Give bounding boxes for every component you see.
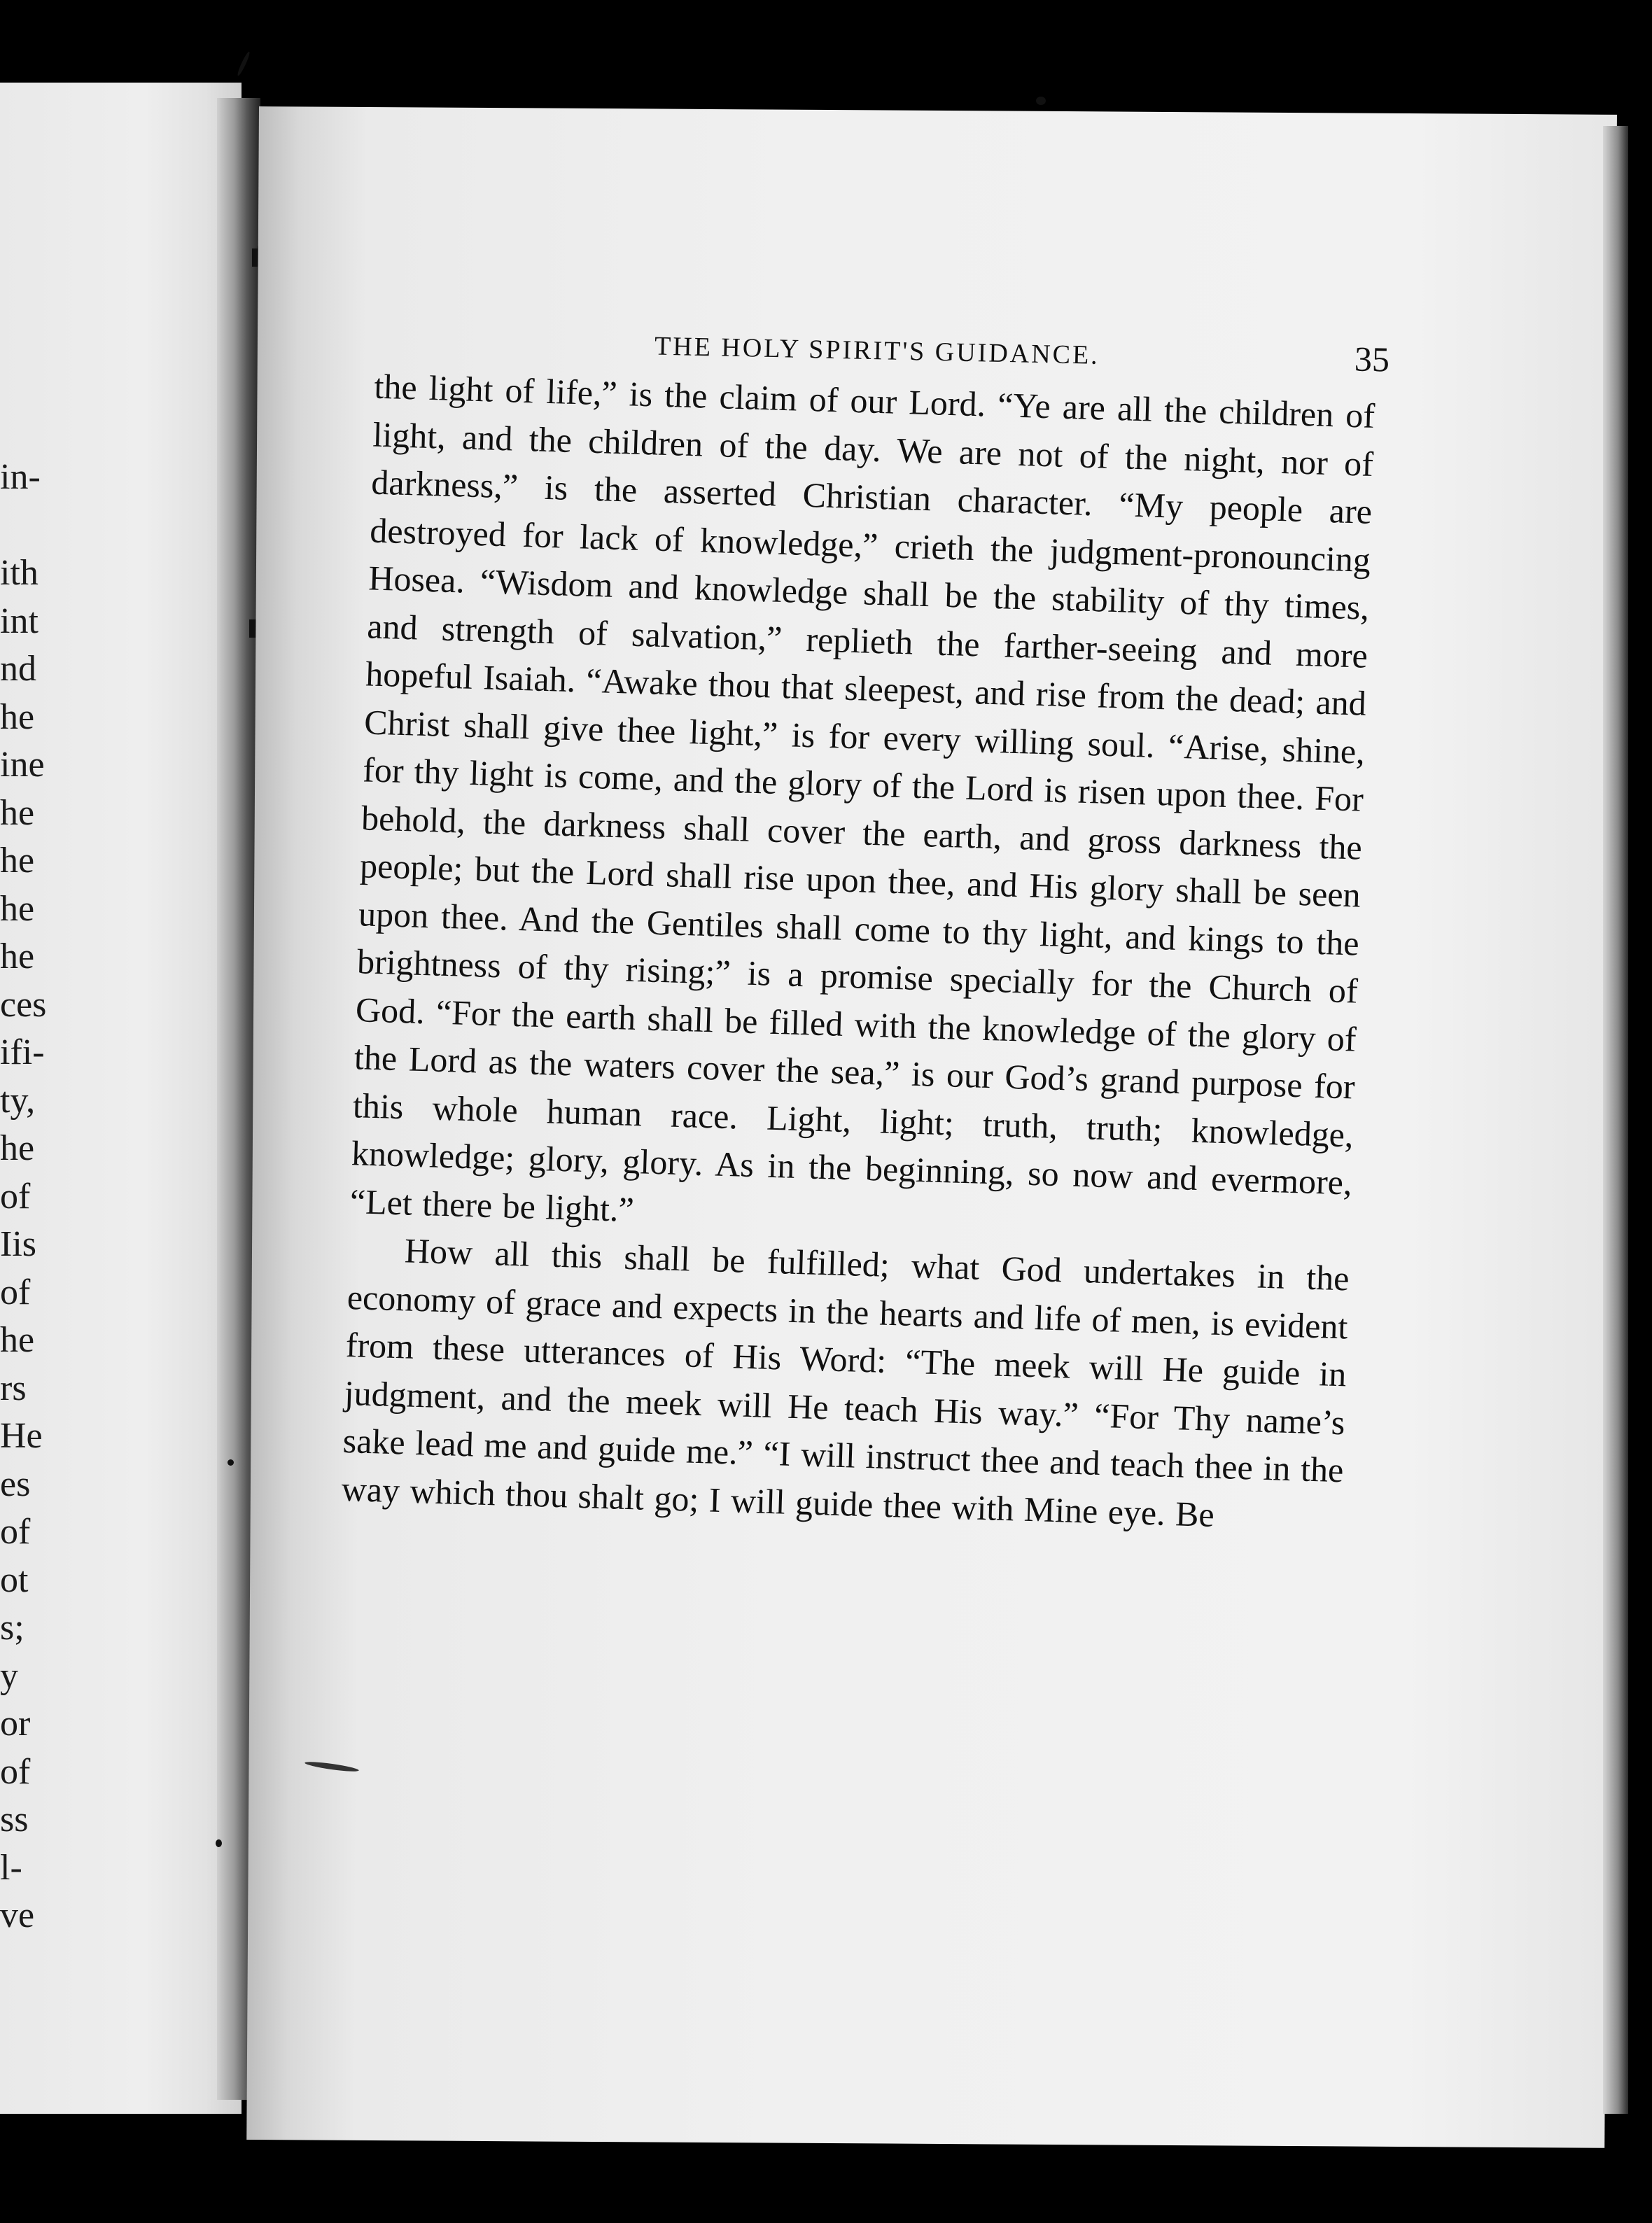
left-line-fragment: in-: [0, 457, 41, 497]
left-line-fragment: he: [0, 1320, 35, 1360]
left-line-fragment: int: [0, 601, 38, 641]
left-line-fragment: y: [0, 1655, 18, 1696]
left-line-fragment: Iis: [0, 1224, 36, 1264]
left-line-fragment: he: [0, 937, 35, 976]
left-line-fragment: he: [0, 841, 35, 881]
left-line-fragment: he: [0, 888, 35, 929]
paragraph: How all this shall be fulfilled; what God undertakes in the economy of grace and expects in the hearts and life of men, is evident from these utterances of His Word: “The meek will He guide in judgment, and the meek will He teach His way.” “For Thy name’s sake lead me and guide me.” “I will instruct thee and teach thee in the way which thou shalt go; I will guide thee with Mine eye. Be: [341, 1230, 1350, 1534]
left-line-fragment: he: [0, 792, 35, 833]
left-line-fragment: ifi-: [0, 1032, 45, 1072]
paragraph: the light of life,” is the claim of our Lord. “Ye are all the children of light, and the children of the day. We are not of the night, nor of darkness,” is the asserted Christian character. “My people are destroyed for lack of knowledge,” crieth the judgment-pronouncing Hosea. “Wisdom and knowledge shall be the stability of thy times, and strength of salvation,” replieth the farther-seeing and more hopeful Isaiah. “Awake thou that sleepest, and rise from the dead; and Christ shall give thee light,” is for every willing soul. “Arise, shine, for thy light is come, and the glory of the Lord is risen upon thee. For behold, the darkness shall cover the earth, and gross darkness the people; but the Lord shall rise upon thee, and His glory shall be seen upon thee. And the Gentiles shall come to thy light, and kings to the brightness of thy rising;” is a promise specially for the Church of God. “For the earth shall be filled with the knowledge of the glory of the Lord as the waters cover the sea,” is our God’s grand purpose for this whole human race. Light, light; truth, truth; knowledge, knowledge; glory, glory. As in the beginning, so now and evermore, “Let there be light.”: [349, 366, 1376, 1229]
left-page-line-fragments: [0, 454, 70, 1940]
left-line-fragment: l-: [0, 1847, 22, 1888]
left-line-fragment: or: [0, 1704, 31, 1744]
page-number: 35: [1354, 339, 1390, 379]
left-line-fragment: He: [0, 1416, 43, 1456]
left-page: [0, 83, 241, 2114]
left-line-fragment: es: [0, 1464, 31, 1504]
left-line-fragment: rs: [0, 1368, 27, 1408]
left-line-fragment: ces: [0, 984, 47, 1025]
left-line-fragment: he: [0, 696, 35, 737]
left-line-fragment: ss: [0, 1800, 29, 1839]
left-line-fragment: of: [0, 1512, 31, 1552]
left-line-fragment: [0, 502, 70, 550]
page-edge-shadow: [1603, 126, 1628, 2114]
running-head-title: THE HOLY SPIRIT'S GUIDANCE.: [654, 331, 1100, 370]
left-line-fragment: ot: [0, 1559, 29, 1600]
left-line-fragment: ty,: [0, 1080, 36, 1121]
left-line-fragment: he: [0, 1128, 35, 1168]
left-line-fragment: ine: [0, 745, 45, 785]
left-line-fragment: ith: [0, 553, 38, 593]
left-line-fragment: ve: [0, 1895, 35, 1935]
scan-speck: [216, 1839, 222, 1847]
left-line-fragment: of: [0, 1751, 31, 1792]
scan-speck: [236, 51, 251, 77]
body-text: [328, 363, 1376, 1973]
left-line-fragment: of: [0, 1176, 31, 1216]
left-line-fragment: nd: [0, 649, 36, 689]
scan-speck: [227, 1459, 234, 1466]
left-line-fragment: of: [0, 1272, 31, 1312]
scan-speck: [1036, 97, 1046, 105]
left-line-fragment: s;: [0, 1608, 24, 1648]
